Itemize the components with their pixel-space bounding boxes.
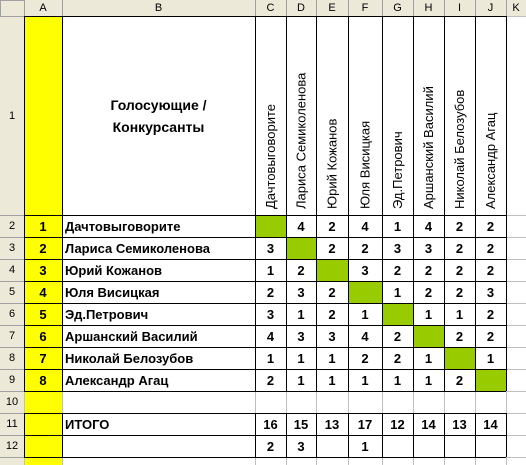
score-cell[interactable]: 2: [455, 262, 464, 278]
column-header-k[interactable]: K: [506, 0, 526, 16]
total-cell[interactable]: 13: [452, 416, 467, 432]
rank-cell[interactable]: 3: [297, 438, 305, 454]
rank-cell[interactable]: 2: [266, 438, 275, 454]
empty-cell[interactable]: [506, 325, 526, 347]
candidate-header-7[interactable]: Николай Белозубов: [452, 89, 467, 209]
empty-cell[interactable]: [348, 391, 382, 413]
score-cell[interactable]: 2: [361, 240, 369, 256]
rank-cell[interactable]: [444, 435, 475, 457]
rank-cell[interactable]: [316, 435, 348, 457]
self-vote-cell[interactable]: [382, 303, 413, 325]
score-cell[interactable]: 2: [455, 240, 464, 256]
total-cell[interactable]: 12: [390, 416, 405, 432]
empty-cell[interactable]: [62, 391, 255, 413]
score-cell[interactable]: 1: [297, 372, 305, 388]
rank-cell[interactable]: 1: [361, 438, 369, 454]
voter-number[interactable]: 3: [24, 259, 62, 281]
voter-number[interactable]: 2: [24, 237, 62, 259]
score-cell[interactable]: 3: [266, 306, 275, 322]
score-cell[interactable]: 1: [486, 350, 495, 366]
voter-number[interactable]: 6: [24, 325, 62, 347]
self-vote-cell[interactable]: [444, 347, 475, 369]
total-cell[interactable]: 15: [293, 416, 309, 432]
score-cell[interactable]: 3: [424, 240, 433, 256]
column-header-a[interactable]: A: [24, 0, 62, 16]
empty-cell[interactable]: [506, 303, 526, 325]
voter-number[interactable]: 5: [24, 303, 62, 325]
voter-number[interactable]: 7: [24, 347, 62, 369]
column-header-d[interactable]: D: [286, 0, 316, 16]
empty-cell[interactable]: [506, 237, 526, 259]
column-header-g[interactable]: G: [382, 0, 413, 16]
candidate-header-4[interactable]: Юля Висицкая: [357, 120, 373, 209]
rank-cell[interactable]: [413, 435, 444, 457]
candidate-header-3[interactable]: Юрий Кожанов: [324, 118, 340, 209]
score-cell[interactable]: 2: [328, 306, 336, 322]
score-cell[interactable]: 1: [393, 284, 402, 300]
empty-cell[interactable]: [62, 435, 255, 457]
candidate-header-6[interactable]: Аршанский Василий: [421, 86, 436, 209]
score-cell[interactable]: 1: [328, 372, 336, 388]
empty-cell[interactable]: [506, 259, 526, 281]
voter-name[interactable]: Эд.Петрович: [65, 306, 149, 322]
score-cell[interactable]: 2: [328, 240, 336, 256]
voter-name[interactable]: Николай Белозубов: [65, 350, 194, 366]
score-cell[interactable]: 1: [328, 350, 336, 366]
row-header-1[interactable]: 1: [0, 16, 24, 215]
score-cell[interactable]: 2: [486, 240, 495, 256]
score-cell[interactable]: 2: [455, 372, 464, 388]
score-cell[interactable]: 1: [361, 372, 369, 388]
score-cell[interactable]: 1: [455, 306, 464, 322]
score-cell[interactable]: 2: [393, 328, 402, 344]
row-header-7[interactable]: 7: [0, 325, 24, 347]
column-header-c[interactable]: C: [255, 0, 286, 16]
score-cell[interactable]: 1: [297, 306, 305, 322]
score-cell[interactable]: 3: [297, 328, 305, 344]
empty-cell[interactable]: [506, 281, 526, 303]
voters-contestants-title[interactable]: Голосующие / Конкурсанты: [110, 96, 207, 135]
total-cell[interactable]: 13: [324, 416, 340, 432]
self-vote-cell[interactable]: [255, 215, 286, 237]
score-cell[interactable]: 2: [266, 284, 275, 300]
empty-cell[interactable]: [506, 369, 526, 391]
empty-cell[interactable]: [506, 215, 526, 237]
row-header-8[interactable]: 8: [0, 347, 24, 369]
empty-cell[interactable]: [413, 391, 444, 413]
score-cell[interactable]: 1: [266, 350, 275, 366]
total-cell[interactable]: 17: [357, 416, 373, 432]
score-cell[interactable]: 2: [486, 218, 495, 234]
score-cell[interactable]: 3: [393, 240, 402, 256]
self-vote-cell[interactable]: [413, 325, 444, 347]
score-cell[interactable]: 1: [424, 372, 433, 388]
score-cell[interactable]: 4: [297, 218, 305, 234]
score-cell[interactable]: 3: [266, 240, 275, 256]
row-header-2[interactable]: 2: [0, 215, 24, 237]
score-cell[interactable]: 2: [328, 218, 336, 234]
column-header-i[interactable]: I: [444, 0, 475, 16]
total-label[interactable]: ИТОГО: [65, 416, 110, 432]
column-header-h[interactable]: H: [413, 0, 444, 16]
rank-cell[interactable]: [382, 435, 413, 457]
total-cell[interactable]: 16: [263, 416, 278, 432]
row-header-10[interactable]: 10: [0, 391, 24, 413]
column-header-f[interactable]: F: [348, 0, 382, 16]
candidate-header-1[interactable]: Дачтовыговорите: [263, 103, 278, 209]
voter-number[interactable]: 8: [24, 369, 62, 391]
row-header-4[interactable]: 4: [0, 259, 24, 281]
score-cell[interactable]: 2: [393, 350, 402, 366]
score-cell[interactable]: 1: [297, 350, 305, 366]
score-cell[interactable]: 2: [297, 262, 305, 278]
row-header-13[interactable]: [0, 457, 24, 465]
self-vote-cell[interactable]: [286, 237, 316, 259]
empty-cell[interactable]: [475, 391, 506, 413]
voter-name[interactable]: Лариса Семиколенова: [65, 240, 211, 256]
cell-a13[interactable]: [24, 457, 62, 465]
rank-cell[interactable]: [475, 435, 506, 457]
self-vote-cell[interactable]: [475, 369, 506, 391]
cell-a11[interactable]: [24, 413, 62, 435]
cell-k1[interactable]: [506, 16, 526, 215]
self-vote-cell[interactable]: [316, 259, 348, 281]
score-cell[interactable]: 1: [424, 350, 433, 366]
candidate-header-5[interactable]: Эд.Петрович: [390, 131, 405, 209]
empty-cell[interactable]: [506, 391, 526, 413]
score-cell[interactable]: 3: [361, 262, 369, 278]
self-vote-cell[interactable]: [348, 281, 382, 303]
score-cell[interactable]: 2: [393, 262, 402, 278]
select-all-corner[interactable]: [0, 0, 24, 16]
row-header-9[interactable]: 9: [0, 369, 24, 391]
column-header-e[interactable]: E: [316, 0, 348, 16]
cell-a12[interactable]: [24, 435, 62, 457]
voter-number[interactable]: 4: [24, 281, 62, 303]
voter-name[interactable]: Александр Агац: [65, 372, 169, 388]
score-cell[interactable]: 2: [486, 262, 495, 278]
column-header-j[interactable]: J: [475, 0, 506, 16]
score-cell[interactable]: 2: [455, 284, 464, 300]
total-cell[interactable]: 14: [483, 416, 498, 432]
score-cell[interactable]: 1: [424, 306, 433, 322]
score-cell[interactable]: 2: [455, 218, 464, 234]
score-cell[interactable]: 2: [328, 284, 336, 300]
voter-name[interactable]: Дачтовыговорите: [65, 218, 181, 234]
score-cell[interactable]: 1: [361, 306, 369, 322]
score-cell[interactable]: 1: [393, 218, 402, 234]
empty-cell[interactable]: [506, 435, 526, 457]
score-cell[interactable]: 2: [424, 284, 433, 300]
score-cell[interactable]: 1: [393, 372, 402, 388]
empty-cell[interactable]: [255, 391, 286, 413]
score-cell[interactable]: 4: [361, 328, 369, 344]
total-cell[interactable]: 14: [421, 416, 436, 432]
candidate-header-8[interactable]: Александр Агац: [483, 112, 498, 209]
empty-cell[interactable]: [506, 413, 526, 435]
score-cell[interactable]: 3: [486, 284, 495, 300]
cell-a1[interactable]: [24, 16, 62, 215]
empty-cell[interactable]: [506, 347, 526, 369]
empty-cell[interactable]: [316, 391, 348, 413]
score-cell[interactable]: 1: [266, 262, 275, 278]
column-header-b[interactable]: B: [62, 0, 255, 16]
row-header-3[interactable]: 3: [0, 237, 24, 259]
score-cell[interactable]: 2: [455, 328, 464, 344]
row-header-6[interactable]: 6: [0, 303, 24, 325]
row-header-12[interactable]: 12: [0, 435, 24, 457]
score-cell[interactable]: 4: [266, 328, 275, 344]
score-cell[interactable]: 4: [361, 218, 369, 234]
score-cell[interactable]: 4: [424, 218, 433, 234]
voter-name[interactable]: Аршанский Василий: [65, 328, 198, 344]
voter-name[interactable]: Юрий Кожанов: [65, 262, 163, 278]
candidate-header-2[interactable]: Лариса Семиколенова: [293, 72, 309, 209]
empty-cell[interactable]: [286, 391, 316, 413]
voter-name[interactable]: Юля Висицкая: [65, 284, 160, 300]
row-header-5[interactable]: 5: [0, 281, 24, 303]
cell-a10[interactable]: [24, 391, 62, 413]
score-cell[interactable]: 2: [266, 372, 275, 388]
score-cell[interactable]: 2: [424, 262, 433, 278]
row-header-11[interactable]: 11: [0, 413, 24, 435]
voter-number[interactable]: 1: [24, 215, 62, 237]
score-cell[interactable]: 2: [486, 328, 495, 344]
empty-cell[interactable]: [444, 391, 475, 413]
empty-cell[interactable]: [382, 391, 413, 413]
score-cell[interactable]: 2: [486, 306, 495, 322]
score-cell[interactable]: 2: [361, 350, 369, 366]
score-cell[interactable]: 3: [328, 328, 336, 344]
score-cell[interactable]: 3: [297, 284, 305, 300]
